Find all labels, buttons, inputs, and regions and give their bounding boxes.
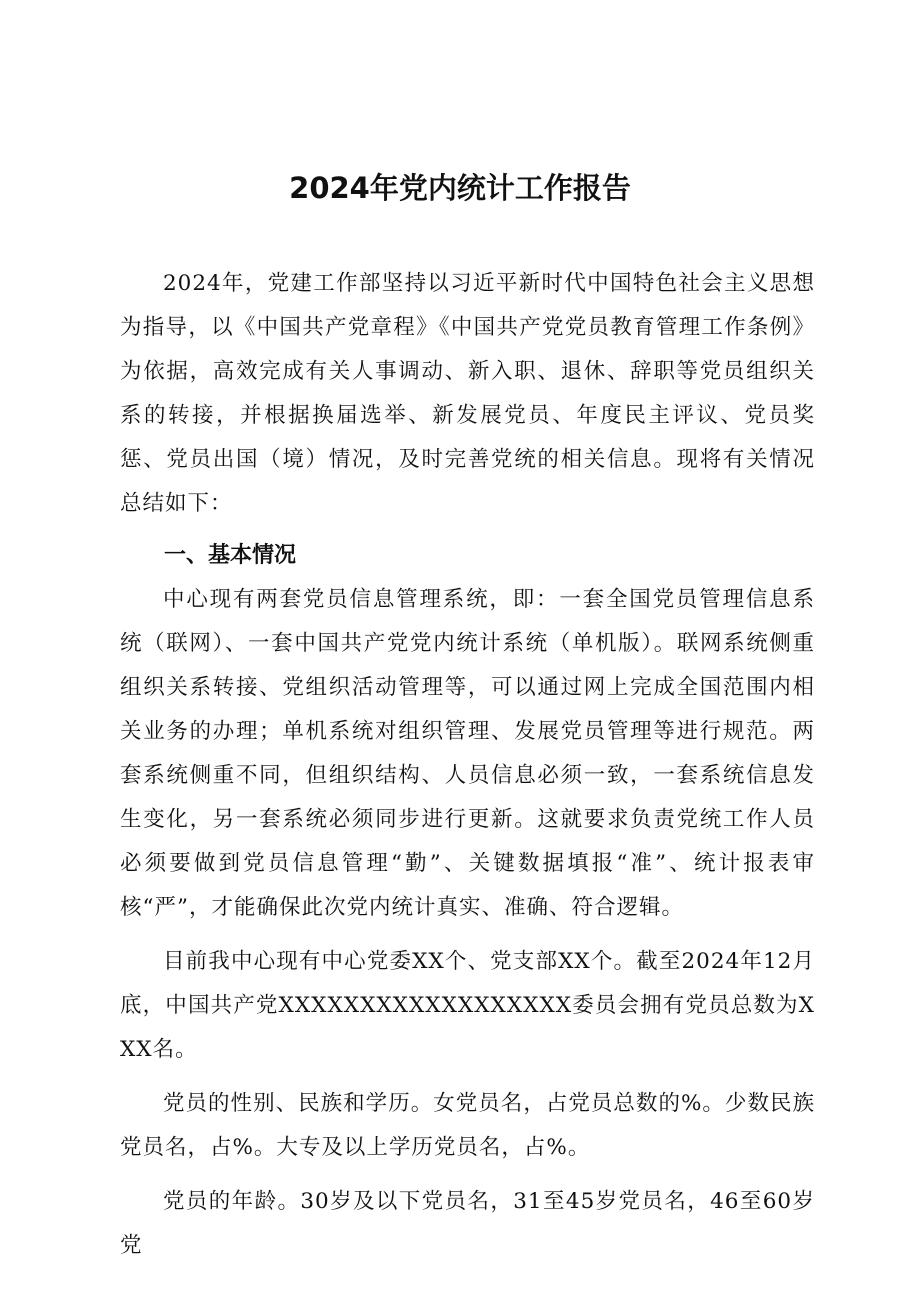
paragraph-gap — [120, 1072, 815, 1082]
paragraph-gap — [120, 1170, 815, 1180]
age-paragraph: 党员的年龄。30岁及以下党员名，31至45岁党员名，46至60岁党 — [120, 1189, 815, 1258]
intro-paragraph: 2024年，党建工作部坚持以习近平新时代中国特色社会主义思想为指导，以《中国共产党章程》《中国共产党党员教育管理工作条例》为依据，高效完成有关人事调动、新入职、退休、辞职等党员组织关系的转接，并根据换届选举、新发展党员、年度民主评议、党员奖惩、党员出国（境）情况，及时完善党统的相关信息。现将有关情况总结如下： — [120, 271, 815, 516]
systems-paragraph: 中心现有两套党员信息管理系统，即：一套全国党员管理信息系统（联网）、一套中国共产党党内统计系统（单机版）。联网系统侧重组织关系转接、党组织活动管理等，可以通过网上完成全国范围内相关业务的办理；单机系统对组织管理、发展党员管理等进行规范。两套系统侧重不同，但组织结构、人员信息必须一致，一套系统信息发生变化，另一套系统必须同步进行更新。这就要求负责党统工作人员必须要做到党员信息管理“勤”、关键数据填报“准”、统计报表审核“严”，才能确保此次党内统计真实、准确、符合逻辑。 — [120, 587, 815, 920]
document-body — [120, 262, 815, 1268]
organization-count-paragraph: 目前我中心现有中心党委XX个、党支部XX个。截至2024年12月底，中国共产党XXXXXXXXXXXXXXXXXX委员会拥有党员总数为XXX名。 — [120, 949, 815, 1062]
section-heading-basic-situation: 一、基本情况 — [164, 543, 297, 568]
paragraph-gap — [120, 930, 815, 940]
gender-ethnicity-education-paragraph: 党员的性别、民族和学历。女党员名，占党员总数的%。少数民族党员名，占%。大专及以上学历党员名，占%。 — [120, 1091, 815, 1160]
document-title: 2024年党内统计工作报告 — [289, 171, 631, 205]
